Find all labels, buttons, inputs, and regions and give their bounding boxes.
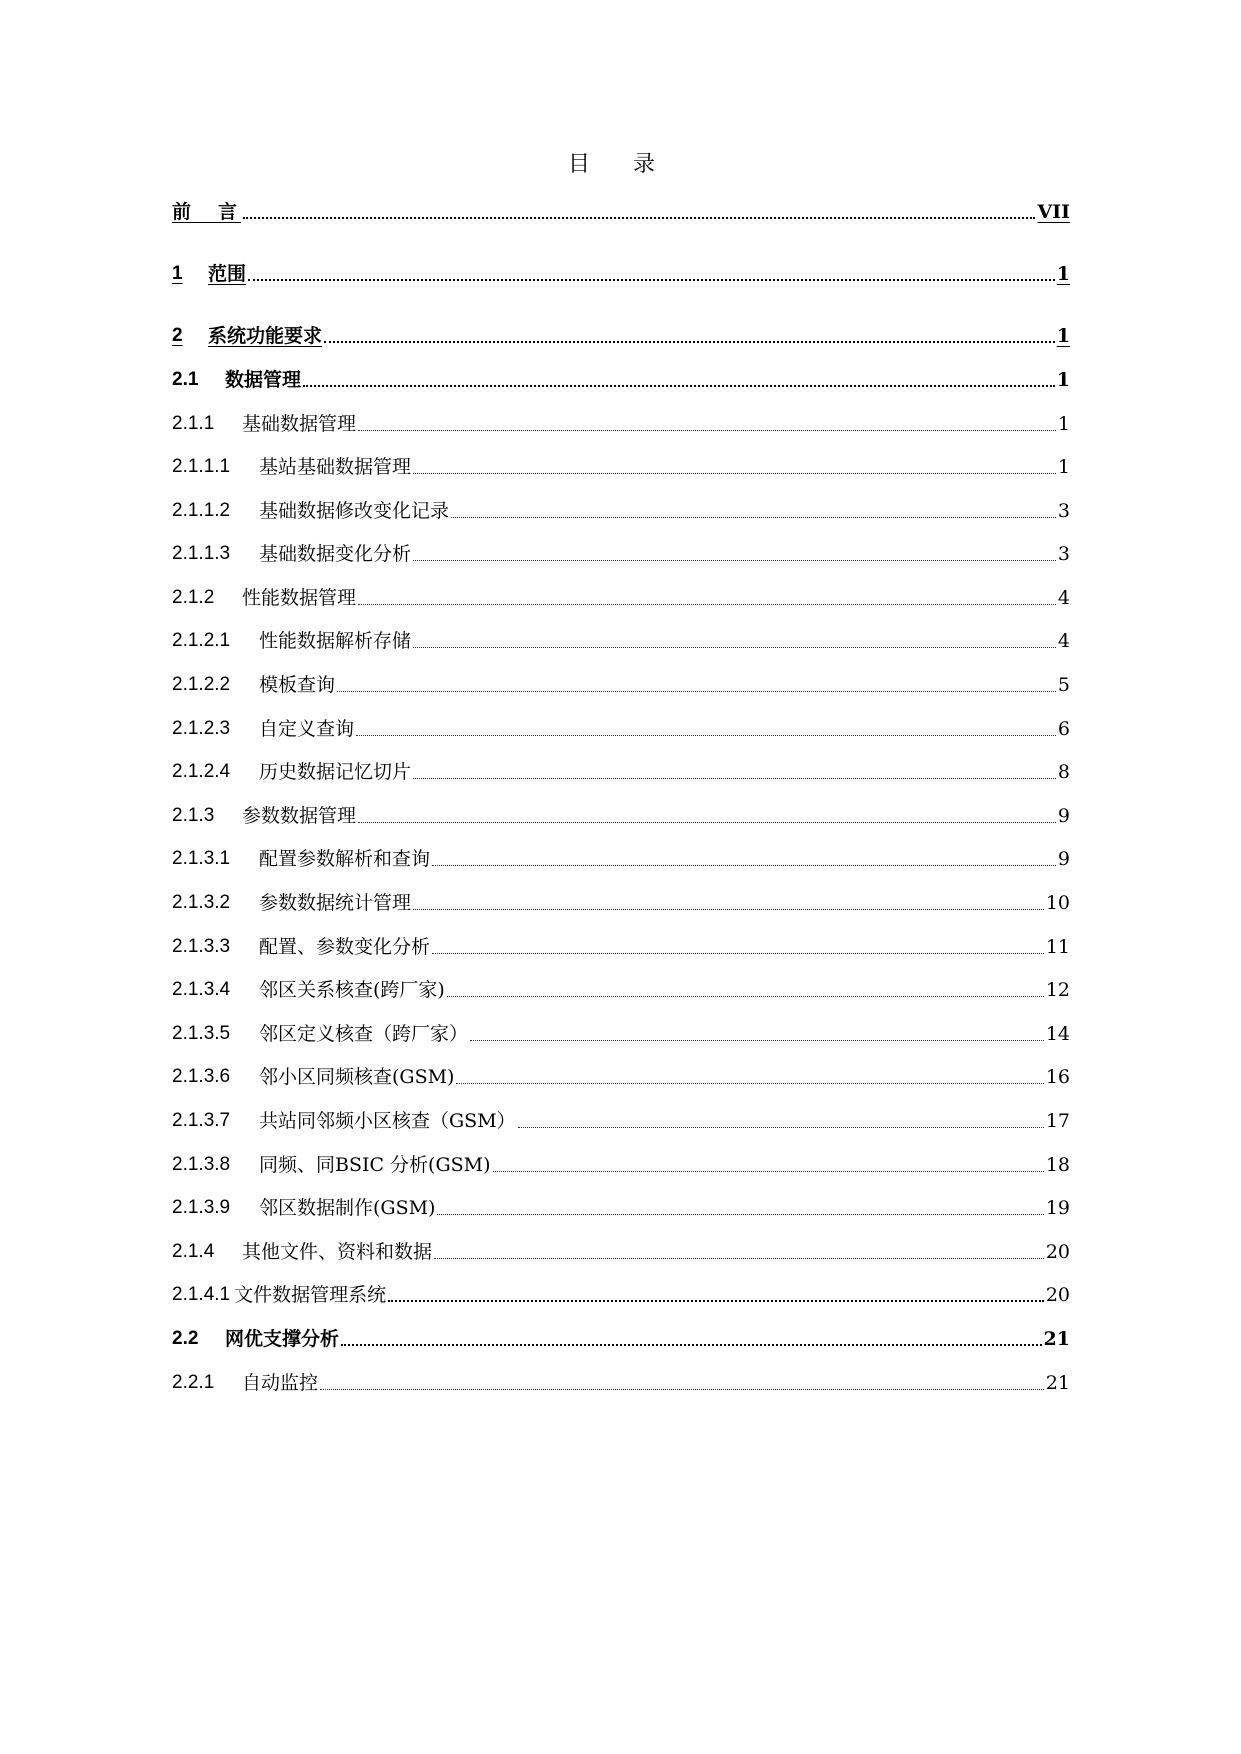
toc-entry-title: 参数数据统计管理 (259, 892, 412, 914)
toc-entry[interactable] (172, 1103, 1070, 1133)
toc-entry-title: 前 言 (172, 201, 242, 223)
dot-leader (388, 1300, 1044, 1302)
toc-entry[interactable] (172, 1190, 1070, 1220)
toc-entry-page: 4 (1057, 630, 1070, 652)
toc-entry-page: 20 (1045, 1284, 1070, 1306)
toc-entry-title: 配置参数解析和查询 (259, 848, 431, 870)
toc-entry-number: 2.2 (172, 1328, 199, 1349)
toc-entry-number: 2 (172, 325, 183, 346)
toc-entry-title: 配置、参数变化分析 (259, 936, 431, 958)
dot-leader (324, 341, 1055, 343)
toc-entry[interactable] (172, 1147, 1070, 1177)
toc-entry-number: 2.1.2.2 (172, 674, 231, 695)
toc-entry-number: 2.1.1 (172, 413, 215, 434)
toc-entry-page: 11 (1045, 936, 1070, 958)
toc-entry-title: 性能数据管理 (242, 587, 357, 609)
toc-entry[interactable] (172, 449, 1070, 479)
toc-entry-title: 其他文件、资料和数据 (242, 1241, 433, 1263)
toc-entry-page: 1 (1056, 263, 1070, 285)
toc-entry-page: VII (1037, 201, 1070, 223)
dot-leader (320, 1389, 1044, 1390)
dot-leader (518, 1127, 1044, 1128)
toc-entry-page: 21 (1045, 1372, 1070, 1394)
toc-entry-title: 性能数据解析存储 (259, 630, 412, 652)
toc-entry-number: 2.1.4 (172, 1241, 215, 1262)
toc-entry-title: 模板查询 (259, 674, 336, 696)
toc-entry[interactable] (172, 754, 1070, 784)
dot-leader (413, 473, 1056, 474)
toc-entry-number: 2.1.2.4 (172, 761, 231, 782)
toc-entry-page: 21 (1043, 1328, 1070, 1350)
toc-entry-number: 2.1.2.1 (172, 630, 231, 651)
toc-entry-title: 基础数据管理 (242, 413, 357, 435)
toc-entry-number: 2.2.1 (172, 1372, 215, 1393)
toc-entry[interactable] (172, 623, 1070, 653)
toc-entry[interactable] (172, 580, 1070, 610)
toc-entry-page: 4 (1057, 587, 1070, 609)
toc-entry-page: 1 (1056, 325, 1070, 347)
toc-entry-page: 1 (1056, 369, 1070, 391)
toc-entry-title: 范围 (208, 263, 247, 285)
toc-entry[interactable] (172, 711, 1070, 741)
toc-entry[interactable] (172, 536, 1070, 566)
dot-leader (413, 909, 1044, 910)
toc-entry-number: 2.1.3.6 (172, 1066, 231, 1087)
toc-entry-title: 数据管理 (225, 369, 302, 391)
dot-leader (470, 1040, 1044, 1041)
toc-entry-title: 参数数据管理 (242, 805, 357, 827)
toc-entry[interactable] (172, 798, 1070, 828)
dot-leader (337, 691, 1056, 692)
toc-entry-number: 2.1.2.3 (172, 718, 231, 739)
dot-leader (413, 778, 1056, 779)
dot-leader (447, 996, 1044, 997)
toc-entry-number: 2.1.3 (172, 805, 215, 826)
toc-entry-page: 16 (1045, 1066, 1070, 1088)
toc-entry[interactable] (172, 972, 1070, 1002)
toc-entry-number: 2.1.1.3 (172, 543, 231, 564)
dot-leader (437, 1214, 1043, 1215)
toc-entry-title: 文件数据管理系统 (234, 1284, 387, 1306)
toc-entry-title: 历史数据记忆切片 (259, 761, 412, 783)
toc-entry-page: 8 (1057, 761, 1070, 783)
toc-entry[interactable] (172, 1234, 1070, 1264)
toc-entry[interactable] (172, 318, 1070, 348)
toc-entry[interactable] (172, 1059, 1070, 1089)
toc-entry[interactable] (172, 841, 1070, 871)
dot-leader (413, 647, 1056, 648)
toc-entry-page: 20 (1045, 1241, 1070, 1263)
toc-entry-number: 2.1.3.8 (172, 1154, 231, 1175)
dot-leader (356, 735, 1056, 736)
toc-entry-number: 2.1.3.7 (172, 1110, 231, 1131)
toc-entry-page: 12 (1045, 979, 1070, 1001)
toc-entry-title: 同频、同BSIC 分析(GSM) (259, 1154, 491, 1176)
dot-leader (434, 1258, 1044, 1259)
toc-entry[interactable] (172, 1277, 1070, 1307)
dot-leader (358, 430, 1056, 431)
dot-leader (456, 1083, 1043, 1084)
toc-entry-number: 2.1.4.1 (172, 1284, 231, 1305)
dot-leader (248, 279, 1055, 281)
toc-entry-number: 1 (172, 263, 183, 284)
toc-entry-number: 2.1.1.2 (172, 500, 231, 521)
dot-leader (493, 1171, 1044, 1172)
toc-entry-number: 2.1 (172, 369, 199, 390)
toc-entry-page: 9 (1057, 805, 1070, 827)
toc-entry-page: 3 (1057, 543, 1070, 565)
toc-entry-title: 邻区定义核查（跨厂家） (259, 1023, 469, 1045)
toc-entry[interactable] (172, 885, 1070, 915)
toc-entry[interactable] (172, 929, 1070, 959)
toc-entry-page: 9 (1057, 848, 1070, 870)
toc-entry-page: 6 (1057, 718, 1070, 740)
dot-leader (358, 822, 1056, 823)
toc-entry[interactable] (172, 194, 1070, 224)
toc-entry-title: 邻区关系核查(跨厂家) (259, 979, 445, 1001)
toc-entry[interactable] (172, 1016, 1070, 1046)
toc-entry-number: 2.1.1.1 (172, 456, 231, 477)
toc-entry-number: 2.1.3.9 (172, 1197, 231, 1218)
toc-entry-number: 2.1.3.4 (172, 979, 231, 1000)
dot-leader (413, 560, 1056, 561)
toc-entry-number: 2.1.3.3 (172, 936, 231, 957)
toc-entry-title: 自动监控 (242, 1372, 319, 1394)
toc-entry[interactable] (172, 1365, 1070, 1395)
toc-entry-page: 17 (1045, 1110, 1070, 1132)
toc-entry-title: 系统功能要求 (208, 325, 323, 347)
toc-entry-title: 基础数据变化分析 (259, 543, 412, 565)
toc-entry-page: 19 (1045, 1197, 1070, 1219)
toc-entry-title: 自定义查询 (259, 718, 355, 740)
toc-entry[interactable] (172, 667, 1070, 697)
toc-entry[interactable] (172, 1321, 1070, 1351)
toc-entry[interactable] (172, 256, 1070, 286)
toc-entry-number: 2.1.3.2 (172, 892, 231, 913)
dot-leader (432, 953, 1044, 954)
toc-entry[interactable] (172, 493, 1070, 523)
toc-entry[interactable] (172, 406, 1070, 436)
dot-leader (451, 517, 1056, 518)
toc-entry-number: 2.1.3.1 (172, 848, 231, 869)
toc-entry-page: 18 (1045, 1154, 1070, 1176)
dot-leader (432, 865, 1056, 866)
toc-heading: 目 录 (568, 152, 673, 177)
toc-entry-page: 10 (1045, 892, 1070, 914)
toc-entry-page: 14 (1045, 1023, 1070, 1045)
dot-leader (303, 385, 1055, 387)
toc-entry-title: 基站基础数据管理 (259, 456, 412, 478)
dot-leader (341, 1344, 1042, 1346)
toc-entry-page: 5 (1057, 674, 1070, 696)
toc-entry-page: 3 (1057, 500, 1070, 522)
toc-entry[interactable] (172, 362, 1070, 392)
toc-entry-title: 邻区数据制作(GSM) (259, 1197, 436, 1219)
toc-entry-title: 邻小区同频核查(GSM) (259, 1066, 455, 1088)
dot-leader (243, 217, 1035, 219)
toc-entry-number: 2.1.3.5 (172, 1023, 231, 1044)
toc-entry-title: 网优支撑分析 (225, 1328, 340, 1350)
toc-entry-page: 1 (1057, 413, 1070, 435)
toc-entry-title: 共站同邻频小区核查（GSM） (259, 1110, 516, 1132)
toc-entry-number: 2.1.2 (172, 587, 215, 608)
toc-entry-title: 基础数据修改变化记录 (259, 500, 450, 522)
toc-entry-page: 1 (1057, 456, 1070, 478)
dot-leader (358, 604, 1056, 605)
